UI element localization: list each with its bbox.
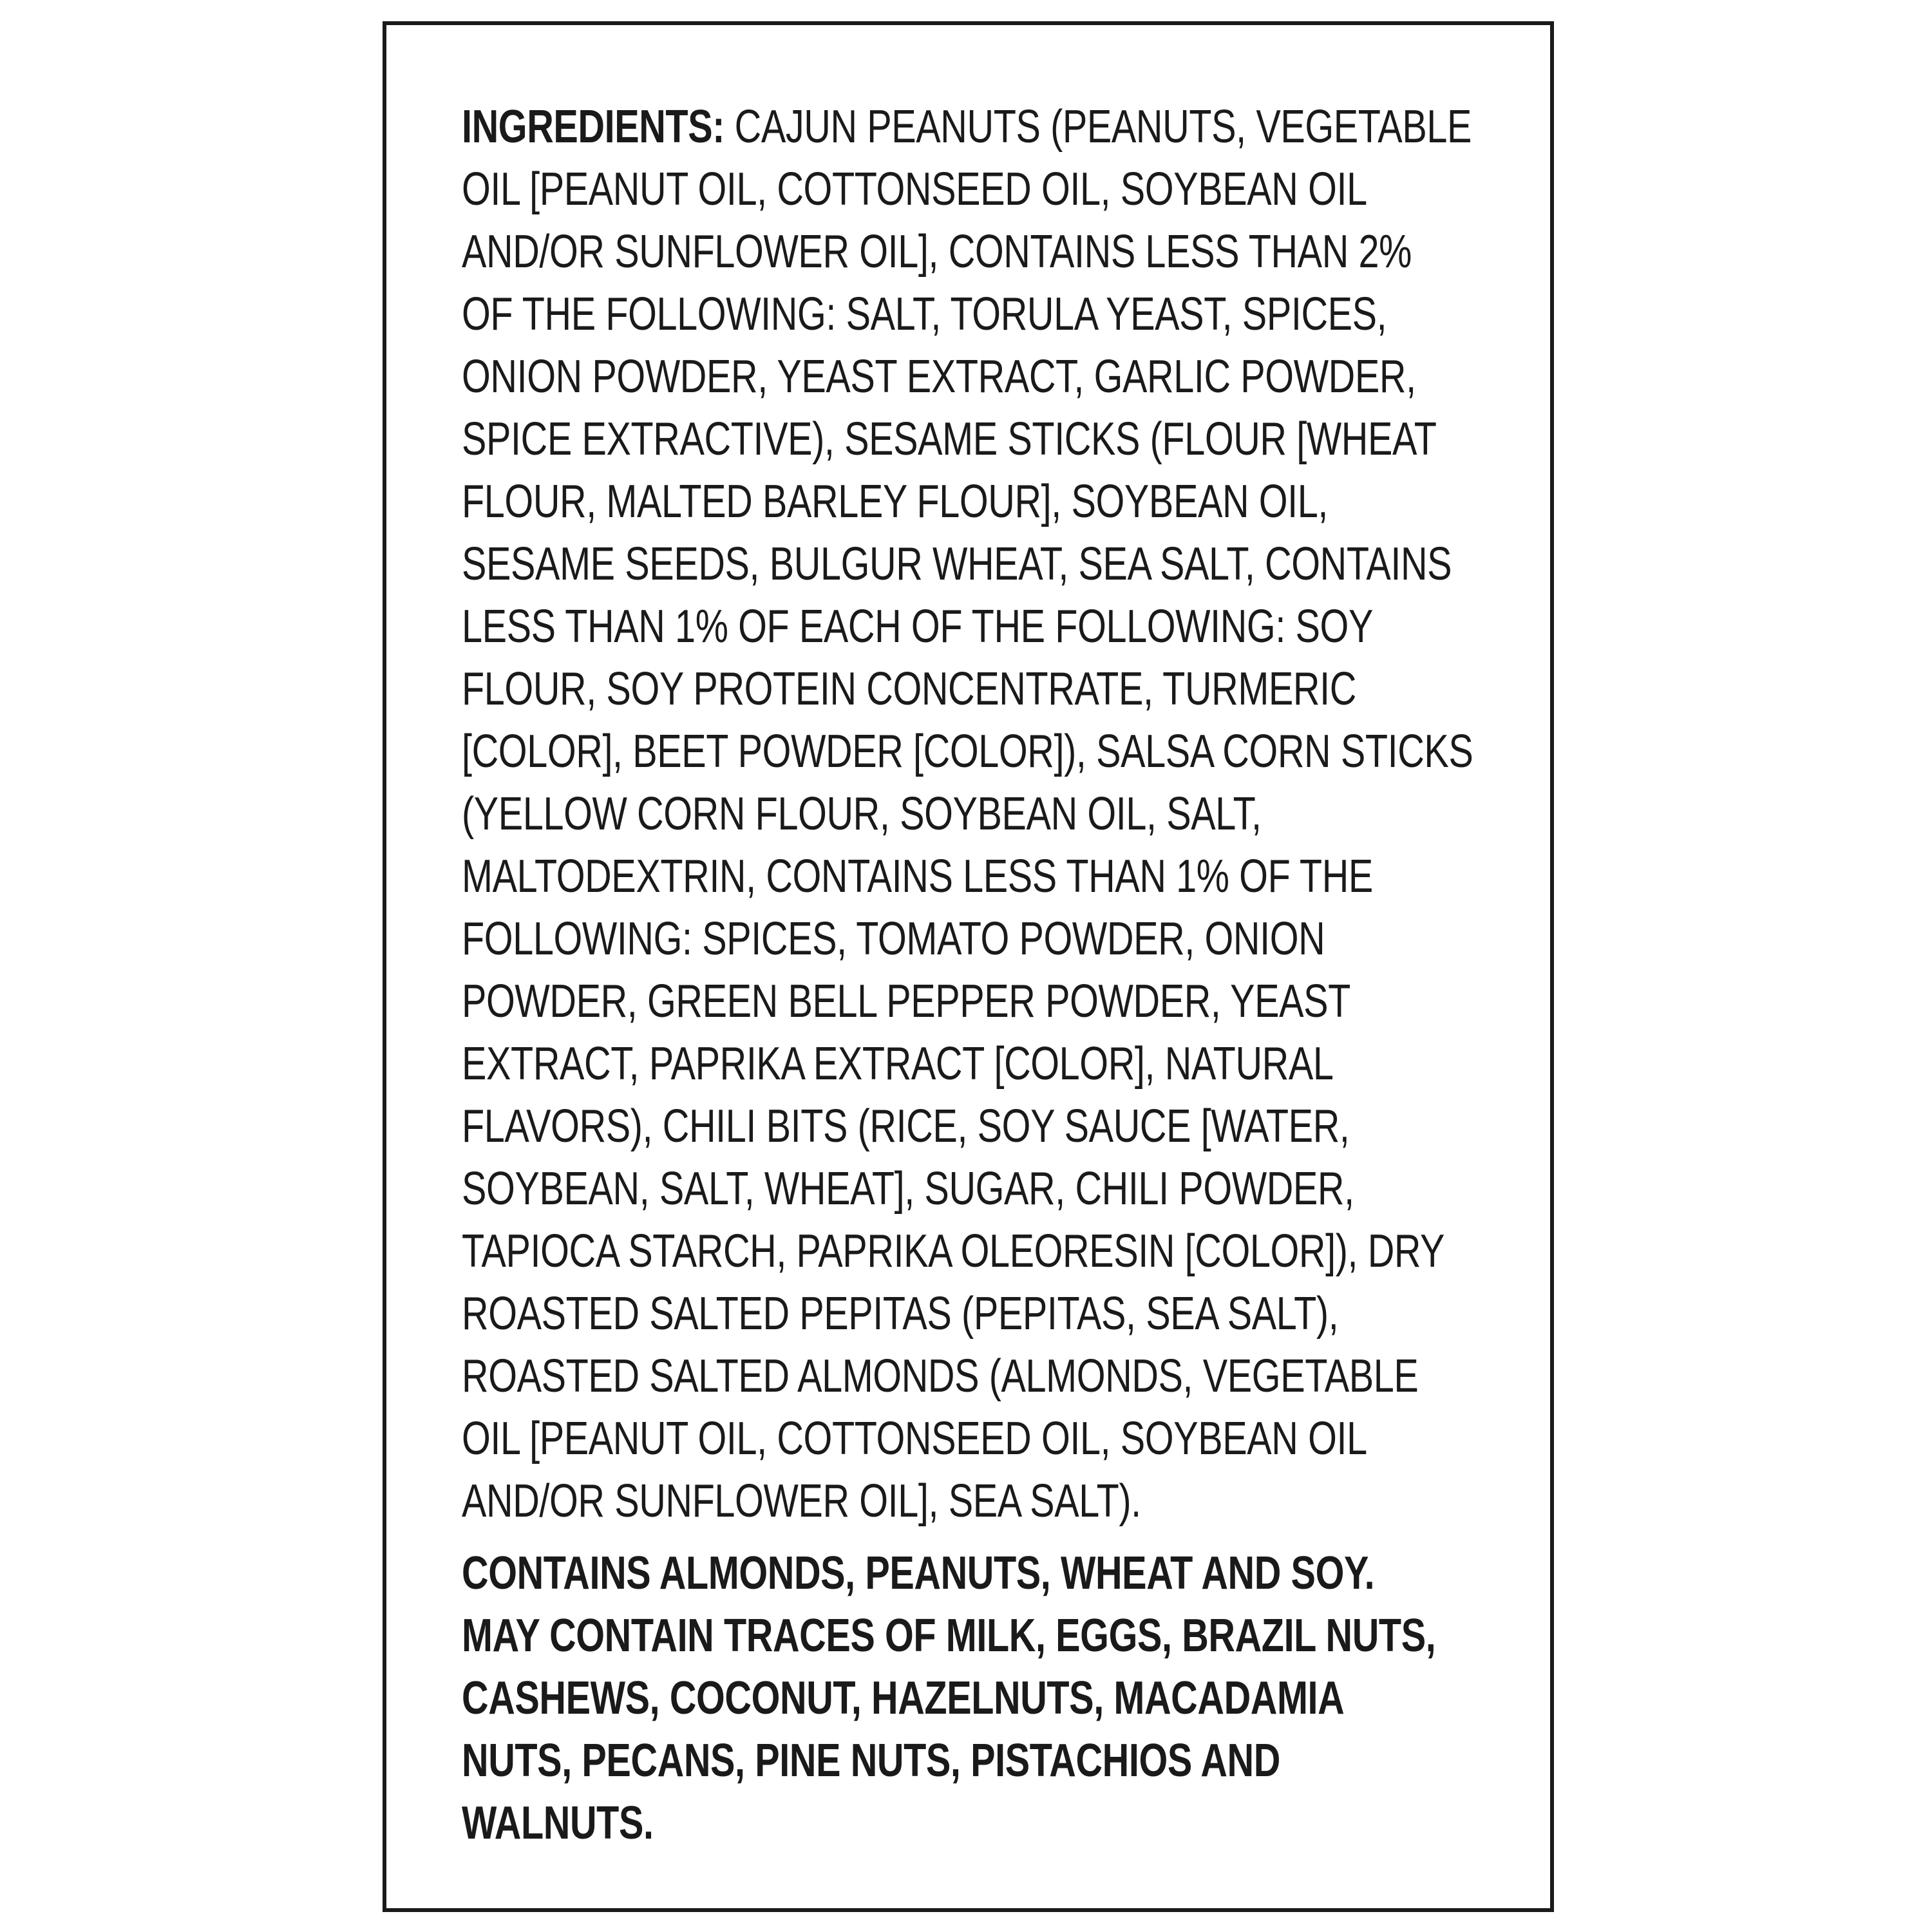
ingredients-line: POWDER, GREEN BELL PEPPER POWDER, YEAST [462,976,1350,1027]
ingredients-line: FLOUR, SOY PROTEIN CONCENTRATE, TURMERIC [462,663,1356,715]
allergen-statement [462,1542,1505,1855]
ingredients-section [462,96,1505,1533]
allergen-line: CONTAINS ALMONDS, PEANUTS, WHEAT AND SOY. [462,1548,1375,1599]
ingredients-line: AND/OR SUNFLOWER OIL], SEA SALT). [462,1475,1141,1527]
ingredients-line: ONION POWDER, YEAST EXTRACT, GARLIC POWDER, [462,351,1416,402]
ingredients-line: ROASTED SALTED ALMONDS (ALMONDS, VEGETABLE [462,1350,1419,1402]
ingredients-line [462,96,1472,158]
ingredients-line: TAPIOCA STARCH, PAPRIKA OLEORESIN [COLOR]), DRY [462,1226,1445,1277]
ingredients-line: [COLOR], BEET POWDER [COLOR]), SALSA CORN STICKS [462,726,1473,777]
ingredients-line: FLOUR, MALTED BARLEY FLOUR], SOYBEAN OIL, [462,476,1329,527]
allergen-line: MAY CONTAIN TRACES OF MILK, EGGS, BRAZIL NUTS, [462,1610,1436,1662]
ingredients-line: FLAVORS), CHILI BITS (RICE, SOY SAUCE [WATER, [462,1101,1350,1152]
ingredients-line: SOYBEAN, SALT, WHEAT], SUGAR, CHILI POWDER, [462,1163,1354,1215]
ingredients-line: FOLLOWING: SPICES, TOMATO POWDER, ONION [462,913,1325,965]
ingredients-line: OF THE FOLLOWING: SALT, TORULA YEAST, SPICES, [462,289,1387,340]
ingredients-line: OIL [PEANUT OIL, COTTONSEED OIL, SOYBEAN OIL [462,164,1367,215]
label-text-block [462,96,1505,1855]
ingredients-line: SESAME SEEDS, BULGUR WHEAT, SEA SALT, CONTAINS [462,538,1452,590]
allergen-line: NUTS, PECANS, PINE NUTS, PISTACHIOS AND [462,1735,1280,1786]
allergen-line: WALNUTS. [462,1797,654,1849]
ingredients-line: SPICE EXTRACTIVE), SESAME STICKS (FLOUR [WHEAT [462,413,1437,465]
ingredients-line-text: CAJUN PEANUTS (PEANUTS, VEGETABLE [724,101,1472,153]
ingredients-line: EXTRACT, PAPRIKA EXTRACT [COLOR], NATURAL [462,1038,1334,1090]
ingredients-line: MALTODEXTRIN, CONTAINS LESS THAN 1% OF THE [462,851,1373,902]
ingredients-title: INGREDIENTS: [462,101,725,153]
allergen-line: CASHEWS, COCONUT, HAZELNUTS, MACADAMIA [462,1672,1345,1724]
ingredients-line: OIL [PEANUT OIL, COTTONSEED OIL, SOYBEAN OIL [462,1413,1367,1464]
ingredients-line: (YELLOW CORN FLOUR, SOYBEAN OIL, SALT, [462,788,1262,840]
ingredients-line: ROASTED SALTED PEPITAS (PEPITAS, SEA SALT), [462,1288,1339,1340]
ingredients-line: AND/OR SUNFLOWER OIL], CONTAINS LESS THAN 2% [462,226,1412,278]
ingredients-label-panel [383,21,1554,1912]
ingredients-line: LESS THAN 1% OF EACH OF THE FOLLOWING: SOY [462,601,1373,652]
